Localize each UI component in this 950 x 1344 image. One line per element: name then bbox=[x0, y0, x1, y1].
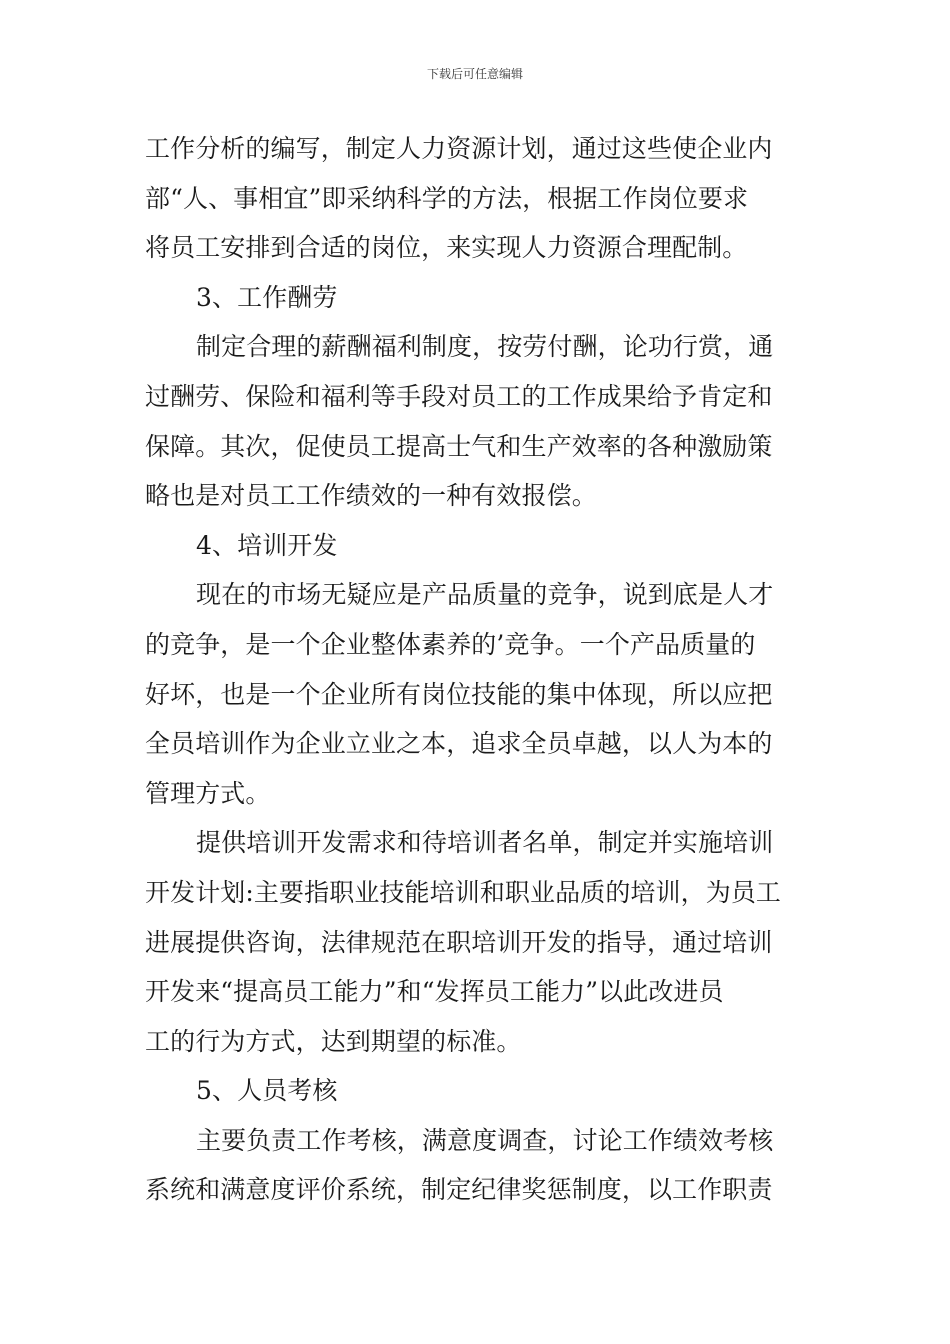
page-header: 下载后可任意编辑 bbox=[426, 67, 523, 81]
section-heading: 3、工作酬劳 bbox=[196, 282, 338, 312]
body-line: 工的行为方式，达到期望的标准。 bbox=[145, 1026, 522, 1056]
section-heading: 4、培训开发 bbox=[196, 530, 338, 560]
section-heading: 5、人员考核 bbox=[196, 1076, 338, 1106]
body-line: 略也是对员工工作绩效的一种有效报偿。 bbox=[145, 481, 597, 511]
body-line: 保障。其次，促使员工提高士气和生产效率的各种激励策 bbox=[145, 431, 773, 461]
body-line: 进展提供咨询，法律规范在职培训开发的指导，通过培训 bbox=[145, 927, 773, 957]
body-line: 将员工安排到合适的岗位，来实现人力资源合理配制。 bbox=[145, 233, 748, 263]
body-line: 工作分析的编写，制定人力资源计划，通过这些使企业内 bbox=[145, 134, 773, 163]
body-line: 管理方式。 bbox=[145, 778, 271, 808]
body-line: 部“人、事相宜”即采纳科学的方法，根据工作岗位要求 bbox=[145, 183, 749, 213]
body-line: 系统和满意度评价系统，制定纪律奖惩制度，以工作职责 bbox=[145, 1175, 773, 1205]
document-body bbox=[145, 124, 809, 1215]
body-line: 好坏，也是一个企业所有岗位技能的集中体现，所以应把 bbox=[145, 679, 773, 709]
body-line: 主要负责工作考核，满意度调查，讨论工作绩效考核 bbox=[196, 1125, 774, 1155]
body-line: 提供培训开发需求和待培训者名单，制定并实施培训 bbox=[196, 828, 774, 858]
body-line: 制定合理的薪酬福利制度，按劳付酬，论功行赏，通 bbox=[196, 332, 774, 362]
body-line: 开发来“提高员工能力”和“发挥员工能力”以此改进员 bbox=[145, 977, 724, 1007]
body-line: 过酬劳、保险和福利等手段对员工的工作成果给予肯定和 bbox=[145, 381, 773, 411]
body-line: 全员培训作为企业立业之本，追求全员卓越，以人为本的 bbox=[145, 729, 773, 759]
body-line: 的竞争，是一个企业整体素养的’竞争。一个产品质量的 bbox=[145, 629, 756, 659]
body-line: 现在的市场无疑应是产品质量的竞争，说到底是人才 bbox=[196, 580, 774, 610]
body-line: 开发计划:主要指职业技能培训和职业品质的培训，为员工 bbox=[145, 877, 782, 907]
